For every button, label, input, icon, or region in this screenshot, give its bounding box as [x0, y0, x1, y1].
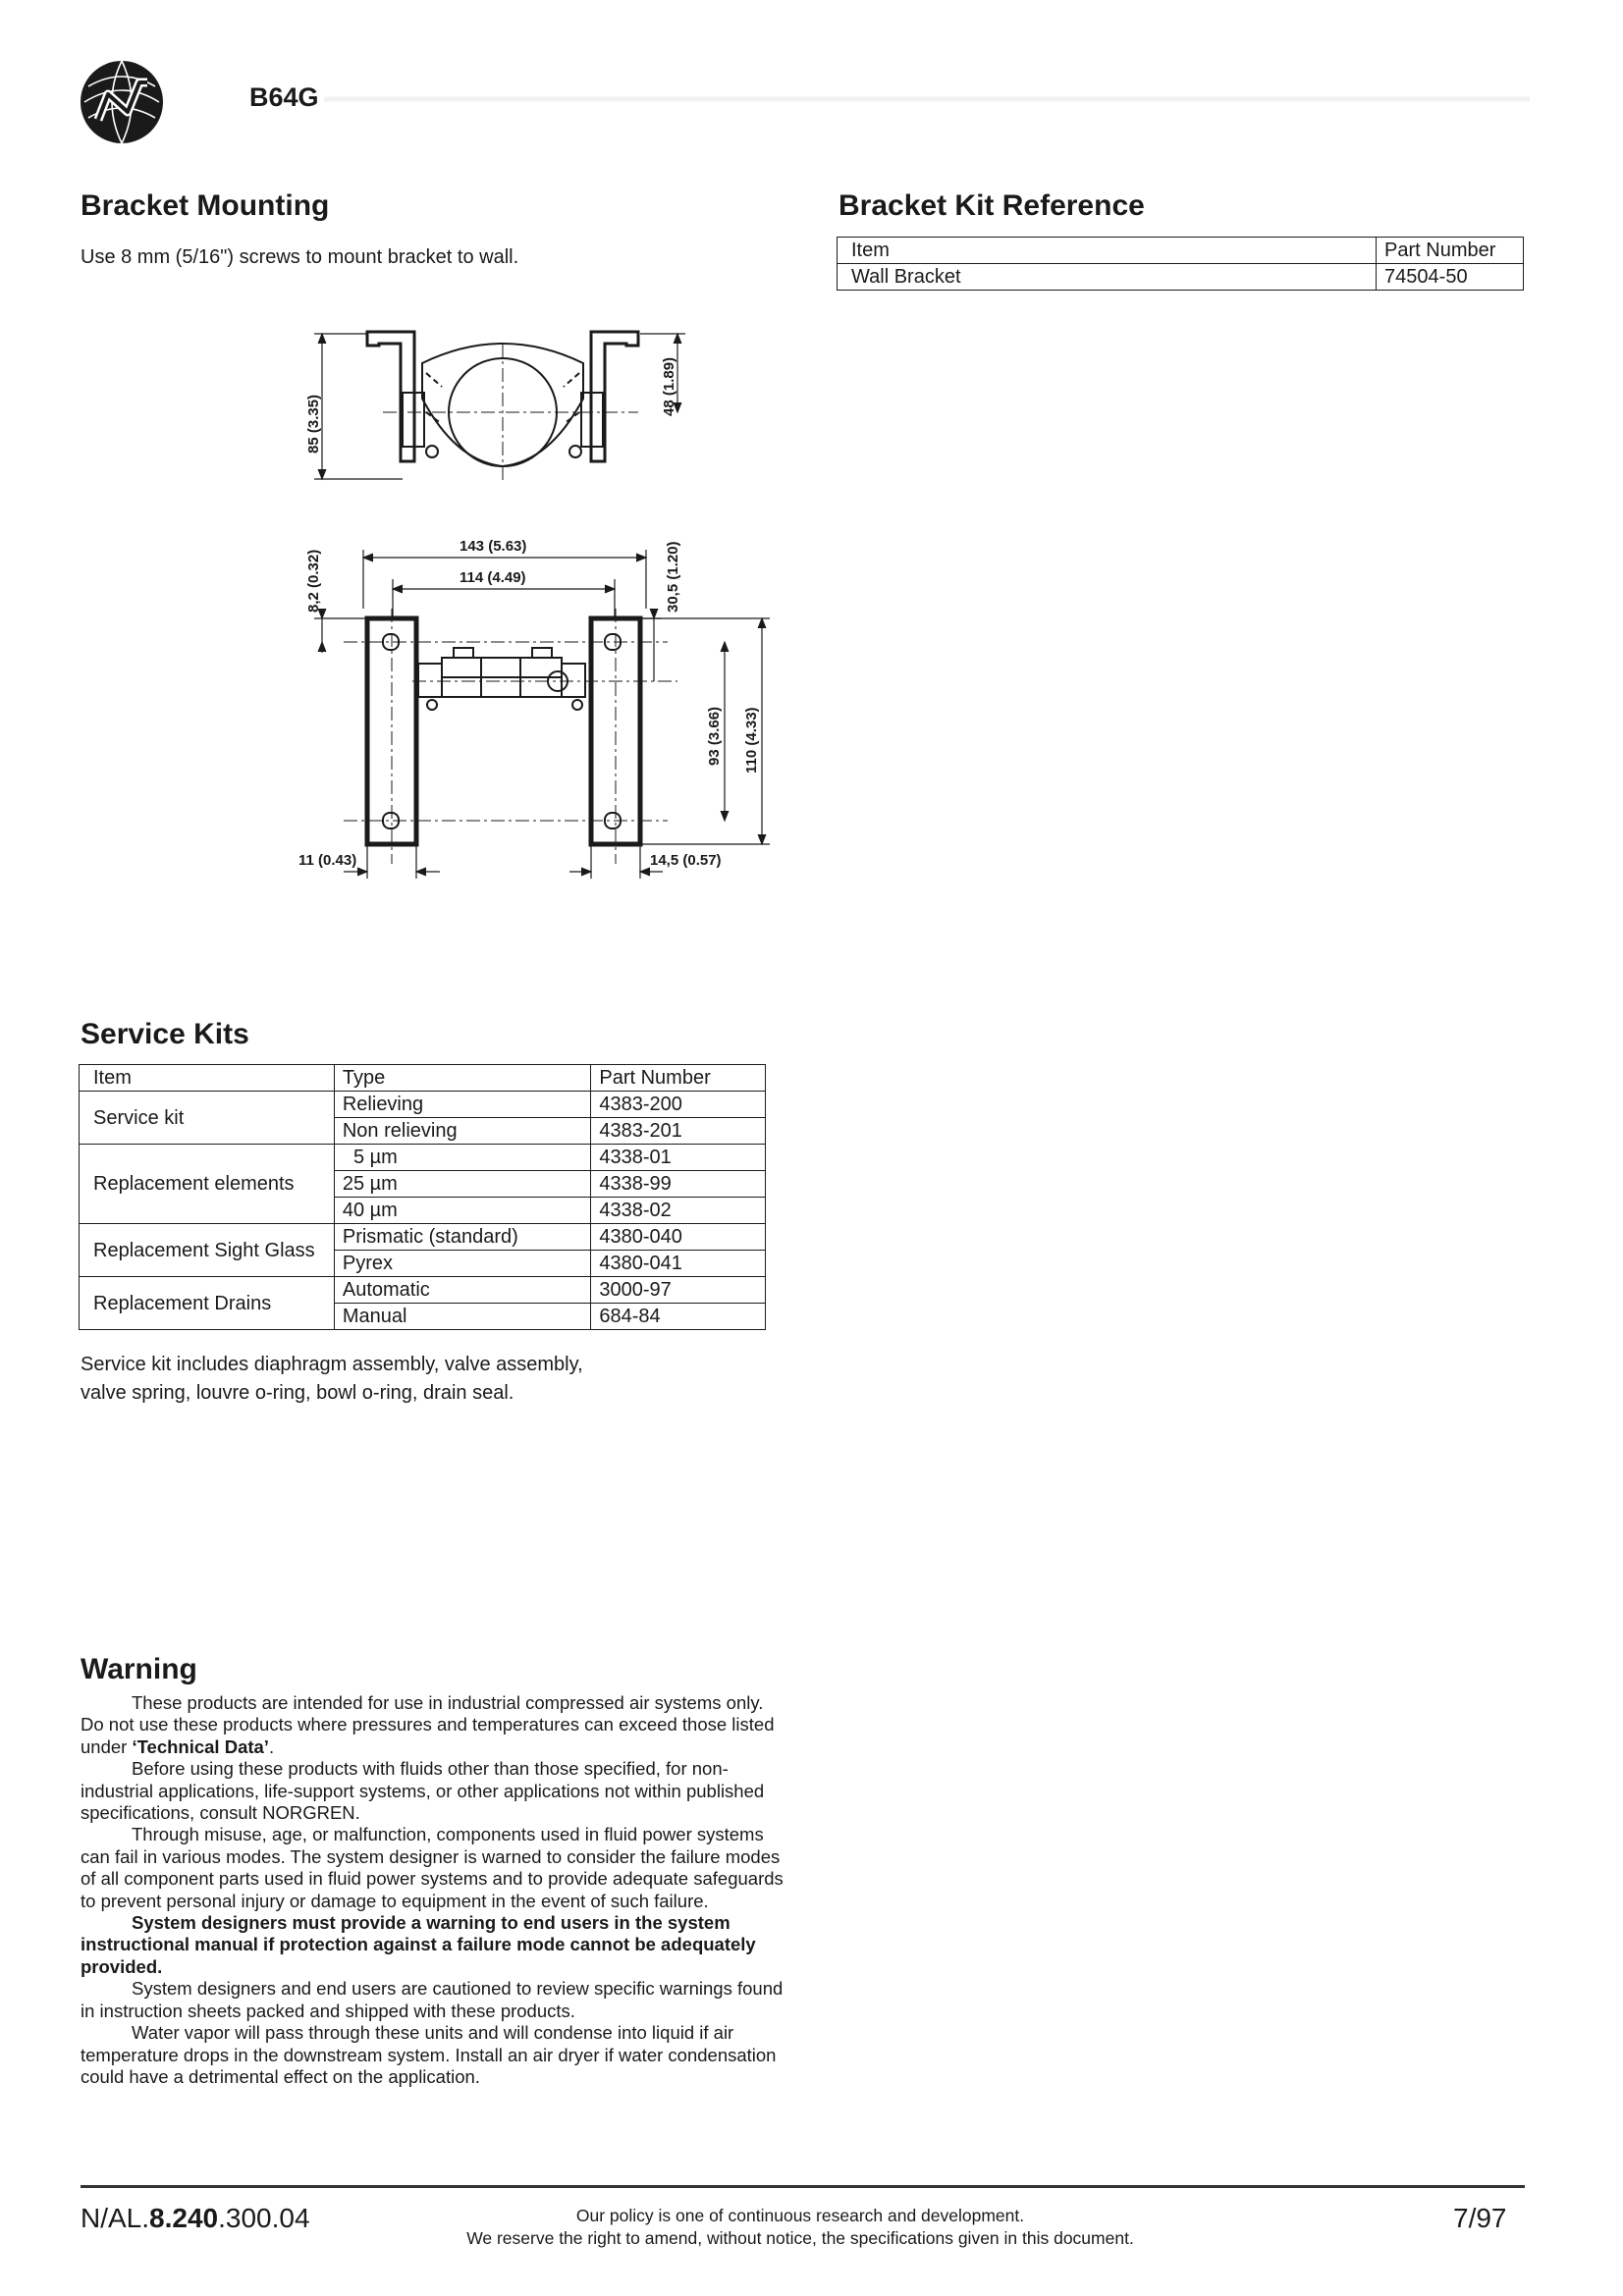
- col-part-number: Part Number: [591, 1065, 766, 1092]
- warning-paragraph: Water vapor will pass through these units and will condense into liquid if air temperature drops in the downstream system. Install an air dryer if water condensation could have a detrimental effect on the application.: [81, 2022, 777, 2087]
- service-kits-note-line1: Service kit includes diaphragm assembly, valve assembly,: [81, 1354, 583, 1375]
- table-row: [80, 1224, 766, 1251]
- table-row: [80, 1145, 766, 1171]
- warning-paragraph: Through misuse, age, or malfunction, components used in fluid power systems can fail in various modes. The system designer is warned to consider the failure modes of all component parts used in fluid power systems and to provide adequate safeguards to prevent personal injury or damage to equipment in the event of such failure.: [81, 1824, 784, 1911]
- service-kits-title: Service Kits: [81, 1018, 249, 1050]
- technical-data-reference: ‘Technical Data’: [132, 1735, 269, 1757]
- warning-p1-text: These products are intended for use in industrial compressed air systems only. Do not use these products where pressures and temperatures can exceed those listed under: [81, 1692, 775, 1757]
- col-part-number: Part Number: [1377, 238, 1524, 264]
- warning-p1-end: .: [268, 1735, 275, 1757]
- part-cell: 3000-97: [591, 1277, 766, 1304]
- bracket-drawing: [285, 314, 795, 883]
- part-cell: 4380-041: [591, 1251, 766, 1277]
- policy-line2: We reserve the right to amend, without notice, the specifications given in this document.: [466, 2228, 1134, 2248]
- service-kits-table: [79, 1064, 766, 1330]
- table-row: [838, 264, 1524, 291]
- service-kits-header-row: [80, 1065, 766, 1092]
- warning-paragraph-bold: System designers must provide a warning to end users in the system instructional manual if protection against a failure mode cannot be adequately provided.: [81, 1912, 756, 1977]
- doc-suffix: .300.04: [218, 2203, 310, 2233]
- dim-total-height: 110 (4.33): [743, 707, 760, 774]
- doc-prefix: N/AL.: [81, 2203, 150, 2233]
- item-cell: Replacement Drains: [80, 1277, 335, 1330]
- part-cell: 4380-040: [591, 1224, 766, 1251]
- table-row: [80, 1277, 766, 1304]
- type-cell: Pyrex: [334, 1251, 591, 1277]
- bracket-mounting-title: Bracket Mounting: [81, 189, 330, 222]
- model-code: B64G: [249, 82, 319, 112]
- part-cell: 4383-201: [591, 1118, 766, 1145]
- bracket-mounting-note: Use 8 mm (5/16") screws to mount bracket to wall.: [81, 246, 519, 268]
- item-cell: Replacement elements: [80, 1145, 335, 1224]
- type-cell: 40 µm: [334, 1198, 591, 1224]
- dim-inner-width: 114 (4.49): [460, 569, 526, 586]
- bracket-kit-title: Bracket Kit Reference: [839, 189, 1145, 222]
- part-cell: 4338-99: [591, 1171, 766, 1198]
- warning-body: [81, 1692, 787, 2088]
- footer-rule: [81, 2185, 1525, 2188]
- dim-top-offset: 48 (1.89): [661, 356, 677, 416]
- issue-date: 7/97: [1453, 2203, 1507, 2233]
- bracket-kit-table: [837, 237, 1524, 291]
- document-number: [81, 2203, 310, 2234]
- col-item: Item: [80, 1065, 335, 1092]
- dim-slot-pitch: 93 (3.66): [706, 706, 723, 766]
- part-cell: 74504-50: [1377, 264, 1524, 291]
- doc-bold: 8.240: [149, 2203, 219, 2233]
- col-item: Item: [838, 238, 1377, 264]
- type-cell: Manual: [334, 1304, 591, 1330]
- part-cell: 4383-200: [591, 1092, 766, 1118]
- dim-top-height: 85 (3.35): [305, 394, 322, 454]
- type-cell: Relieving: [334, 1092, 591, 1118]
- item-cell: Service kit: [80, 1092, 335, 1145]
- policy-line1: Our policy is one of continuous research and development.: [575, 2206, 1025, 2225]
- part-cell: 4338-02: [591, 1198, 766, 1224]
- type-cell: 25 µm: [334, 1171, 591, 1198]
- warning-paragraph: Before using these products with fluids other than those specified, for non-industrial applications, life-support systems, or other applications not within published specifications, consult NORGREN.: [81, 1758, 765, 1824]
- norgren-globe-logo: [79, 59, 165, 145]
- col-type: Type: [334, 1065, 591, 1092]
- item-cell: Wall Bracket: [838, 264, 1377, 291]
- part-cell: 4338-01: [591, 1145, 766, 1171]
- dim-slot-offset: 8,2 (0.32): [305, 549, 322, 613]
- bracket-kit-header-row: [838, 238, 1524, 264]
- item-cell: Replacement Sight Glass: [80, 1224, 335, 1277]
- dim-top-clearance: 30,5 (1.20): [665, 541, 681, 613]
- header-rule: [324, 96, 1530, 102]
- warning-paragraph: [81, 1692, 787, 1758]
- type-cell: 5 µm: [334, 1145, 591, 1171]
- warning-paragraph: System designers and end users are cautioned to review specific warnings found in instruction sheets packed and shipped with these products.: [81, 1978, 784, 2021]
- dim-right-width: 14,5 (0.57): [650, 852, 722, 869]
- part-cell: 684-84: [591, 1304, 766, 1330]
- service-kits-note-line2: valve spring, louvre o-ring, bowl o-ring, drain seal.: [81, 1382, 514, 1404]
- warning-title: Warning: [81, 1653, 197, 1685]
- dim-left-width: 11 (0.43): [298, 852, 357, 869]
- type-cell: Prismatic (standard): [334, 1224, 591, 1251]
- dim-outer-width: 143 (5.63): [460, 538, 527, 555]
- type-cell: Automatic: [334, 1277, 591, 1304]
- policy-statement: [393, 2205, 1208, 2250]
- type-cell: Non relieving: [334, 1118, 591, 1145]
- table-row: [80, 1092, 766, 1118]
